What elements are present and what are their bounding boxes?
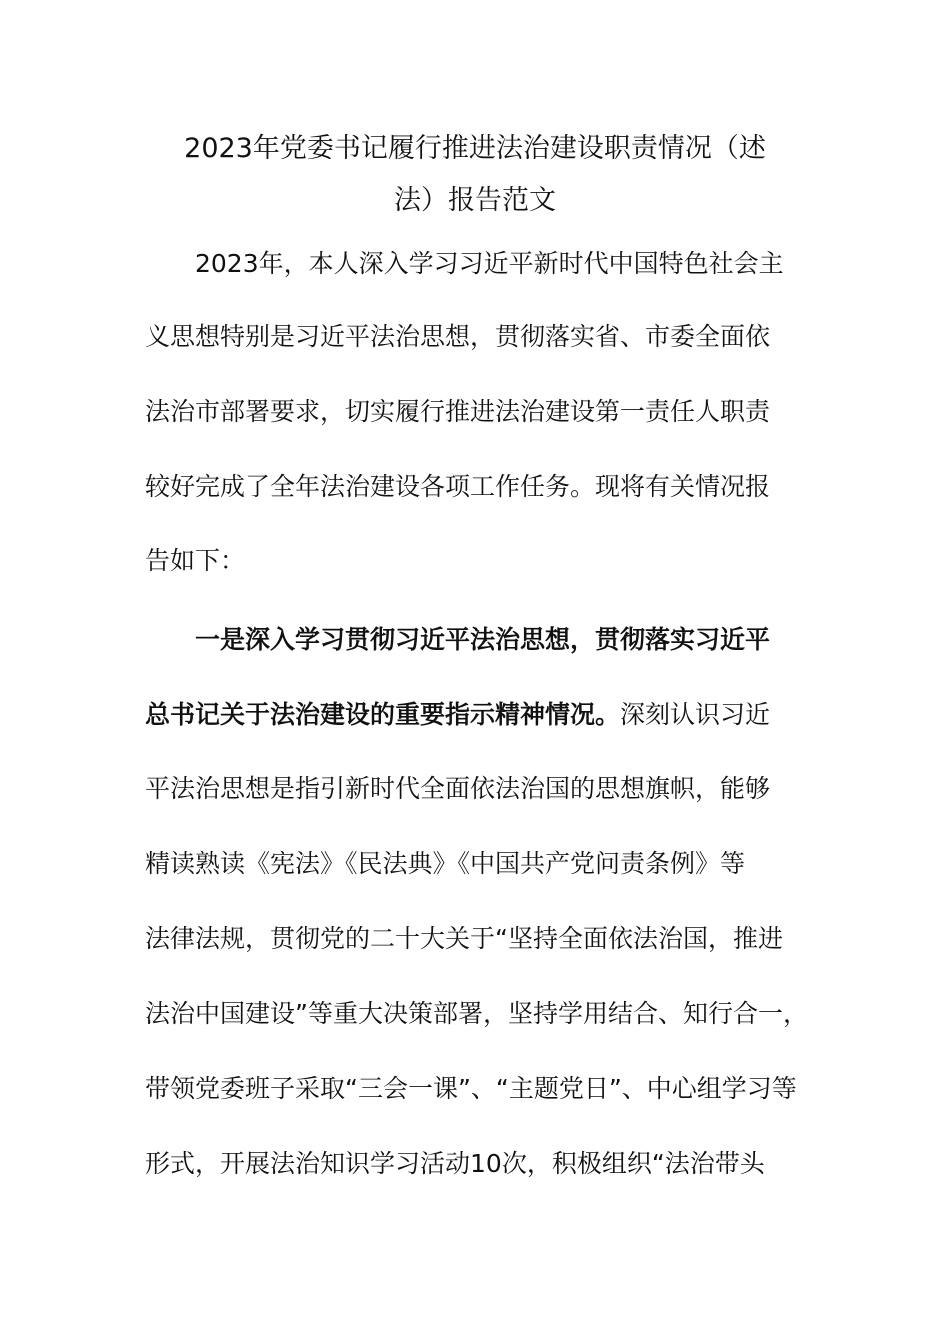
paragraph-1-line-3: 法治市部署要求，切实履行推进法治建设第一责任人职责 xyxy=(145,397,771,426)
paragraph-1-line-4: 较好完成了全年法治建设各项工作任务。现将有关情况报 xyxy=(145,472,771,501)
paragraph-2-line-3: 精读熟读《宪法》《民法典》《中国共产党问责条例》等 xyxy=(145,849,746,878)
paragraph-2-line-7: 形式，开展法治知识学习活动10次，积极组织“法治带头 xyxy=(145,1149,765,1178)
document-title-line-1: 2023年党委书记履行推进法治建设职责情况（述 xyxy=(184,133,766,164)
paragraph-1-line-1: 2023年，本人深入学习习近平新时代中国特色社会主 xyxy=(195,249,784,278)
paragraph-2-heading-line-1 xyxy=(195,623,770,657)
paragraph-1-line-5: 告如下： xyxy=(145,546,246,575)
paragraph-2-line-4: 法律法规，贯彻党的二十大关于“坚持全面依法治国，推进 xyxy=(145,924,783,953)
paragraph-2-heading-text-2: 总书记关于法治建设的重要指示精神情况。 xyxy=(145,700,621,729)
paragraph-2-heading-text-1: 一是深入学习贯彻习近平法治思想，贯彻落实习近平 xyxy=(195,625,771,654)
paragraph-2-line-1-text: 深刻认识习近 xyxy=(620,700,771,729)
paragraph-2-line-5: 法治中国建设”等重大决策部署，坚持学用结合、知行合一， xyxy=(145,999,808,1028)
paragraph-2-line-2: 平法治思想是指引新时代全面依法治国的思想旗帜，能够 xyxy=(145,774,771,803)
paragraph-1-line-2: 义思想特别是习近平法治思想，贯彻落实省、市委全面依 xyxy=(145,322,771,351)
paragraph-2-line-1 xyxy=(145,698,770,732)
document-title-line-2: 法）报告范文 xyxy=(394,185,556,216)
paragraph-2-line-6: 带领党委班子采取“三会一课”、“主题党日”、中心组学习等 xyxy=(145,1074,797,1103)
